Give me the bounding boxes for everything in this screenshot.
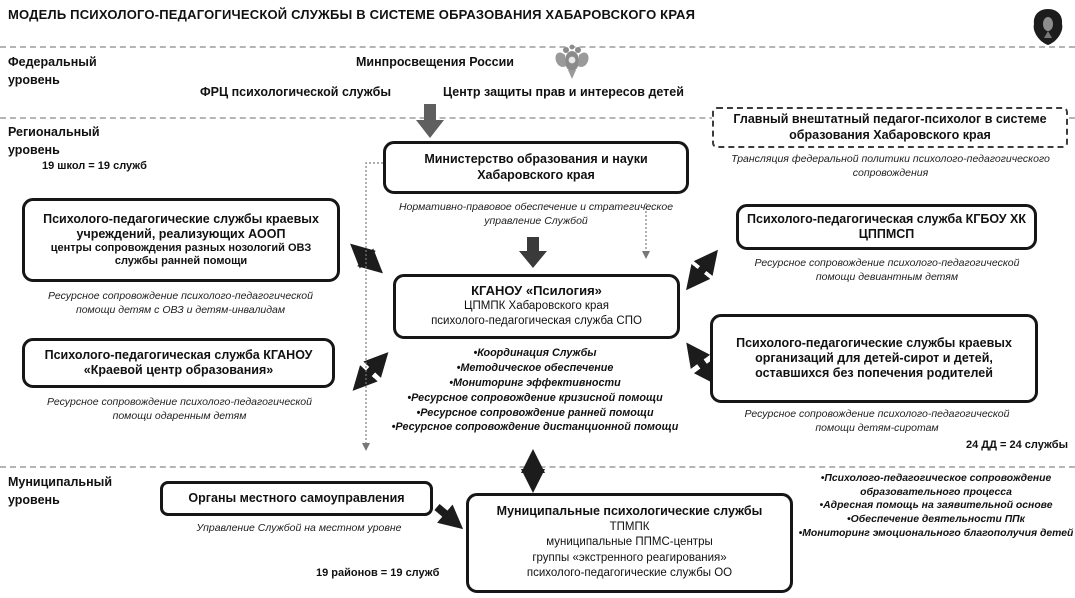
box-kco-title: Психолого-педагогическая служба КГАНОУ «Краевой центр образования» (44, 347, 313, 377)
arrow-cppmsp-psilogia (691, 256, 713, 284)
municipal-function-item: •Адресная помощь на заявительной основе (819, 500, 1053, 512)
russia-coat-of-arms-icon (552, 41, 592, 85)
psilogia-function-item: •Методическое обеспечение (456, 361, 614, 374)
box-aoop-caption: Ресурсное сопровождение психолого-педагогической помощи детям с ОВЗ и детям-инвалидам (48, 290, 313, 316)
box-aoop-title: Психолого-педагогические службы краевых учреждений, реализующих АООП (43, 211, 319, 241)
box-orphans-caption: Ресурсное сопровождение психолого-педагогической помощи детям-сиротам (744, 408, 1010, 434)
box-psilogia (393, 274, 680, 339)
box-cppmsp-title: Психолого-педагогическая служба КГБОУ ХК ЦППМСП (747, 211, 1026, 241)
box-psilogia-line3: психолого-педагогическая служба СПО (431, 315, 642, 328)
frc-label: ФРЦ психологической службы (200, 85, 392, 99)
arrow-localgov-municipal (437, 507, 457, 524)
districts-note: 19 районов = 19 служб (316, 567, 440, 579)
regional-level-label: Региональный уровень (8, 125, 100, 158)
box-aoop-services (22, 198, 340, 282)
box-aoop-sub2: службы ранней помощи (114, 255, 248, 268)
box-aoop-sub1: центры сопровождения разных нозологий ОВЗ (50, 242, 312, 255)
box-kco-caption: Ресурсное сопровождение психолого-педагогической помощи одаренным детям (47, 396, 312, 422)
box-ministry (383, 141, 689, 194)
federal-level-label: Федеральный уровень (8, 55, 97, 88)
psilogia-function-item: •Мониторинг эффективности (449, 376, 621, 389)
box-municipal-line: муниципальные ППМС-центры (546, 536, 713, 549)
box-municipal-line: психолого-педагогические службы ОО (526, 567, 733, 580)
box-chief-caption: Трансляция федеральной политики психолого-педагогического сопровождения (731, 153, 1050, 179)
municipal-function-item: •Психолого-педагогическое сопровождение образовательного процесса (820, 473, 1052, 498)
psilogia-function-item: •Ресурсное сопровождение кризисной помощи (407, 391, 663, 404)
box-municipal-line: ТПМПК (609, 520, 650, 533)
box-local-gov-caption: Управление Службой на местном уровне (196, 522, 402, 534)
box-ministry-title: Министерство образования и науки Хабаровского края (424, 152, 648, 182)
municipal-level-label: Муниципальный уровень (8, 475, 113, 508)
municipal-function-item: •Мониторинг эмоционального благополучия детей (798, 527, 1074, 539)
arrow-aoop-psilogia (356, 249, 377, 268)
municipal-function-item: •Обеспечение деятельности ППк (847, 514, 1025, 526)
box-kco (22, 338, 335, 388)
box-cppmsp-caption: Ресурсное сопровождение психолого-педагогической помощи девиантным детям (754, 257, 1020, 283)
schools-note: 19 школ = 19 служб (42, 160, 147, 172)
box-municipal-services (466, 493, 793, 593)
box-municipal-line: группы «экстренного реагирования» (532, 551, 727, 564)
psilogia-function-item: •Координация Службы (473, 347, 597, 359)
separator-municipal (0, 466, 1075, 468)
box-orphan-services (710, 314, 1038, 403)
separator-federal (0, 46, 1075, 48)
child-rights-center-label: Центр защиты прав и интересов детей (443, 85, 684, 99)
corner-emblem-icon (1030, 7, 1066, 47)
psilogia-function-item: •Ресурсное сопровождение ранней помощи (416, 406, 654, 419)
box-psilogia-title: КГАНОУ «Псилогия» (471, 283, 602, 299)
arrow-ministry-to-psilogia (519, 237, 547, 268)
box-chief-psychologist (712, 107, 1068, 148)
box-local-government (160, 481, 433, 516)
box-psilogia-line2: ЦПМПК Хабаровского края (464, 299, 609, 312)
page-title: МОДЕЛЬ ПСИХОЛОГО-ПЕДАГОГИЧЕСКОЙ СЛУЖБЫ В СИСТЕМЕ ОБРАЗОВАНИЯ ХАБАРОВСКОГО КРАЯ (8, 7, 696, 22)
box-chief-title: Главный внештатный педагог-психолог в системе образования Хабаровского края (733, 112, 1047, 142)
psilogia-functions-list (368, 346, 702, 435)
psilogia-function-item: •Ресурсное сопровождение дистанционной помощи (391, 421, 679, 434)
box-municipal-title: Муниципальные психологические службы (496, 504, 763, 519)
box-cppmsp (736, 204, 1037, 250)
box-ministry-caption: Нормативно-правовое обеспечение и стратегическое управление Службой (398, 201, 674, 227)
orphanages-note: 24 ДД = 24 службы (966, 439, 1068, 451)
arrow-federal-to-ministry (416, 104, 444, 138)
box-orphans-title: Психолого-педагогические службы краевых организаций для детей-сирот и детей, оставшихся без попечения родителей (736, 335, 1012, 381)
box-local-gov-title: Органы местного самоуправления (188, 490, 405, 505)
minprosvet-label: Минпросвещения России (356, 55, 514, 69)
municipal-functions-list (797, 472, 1075, 541)
